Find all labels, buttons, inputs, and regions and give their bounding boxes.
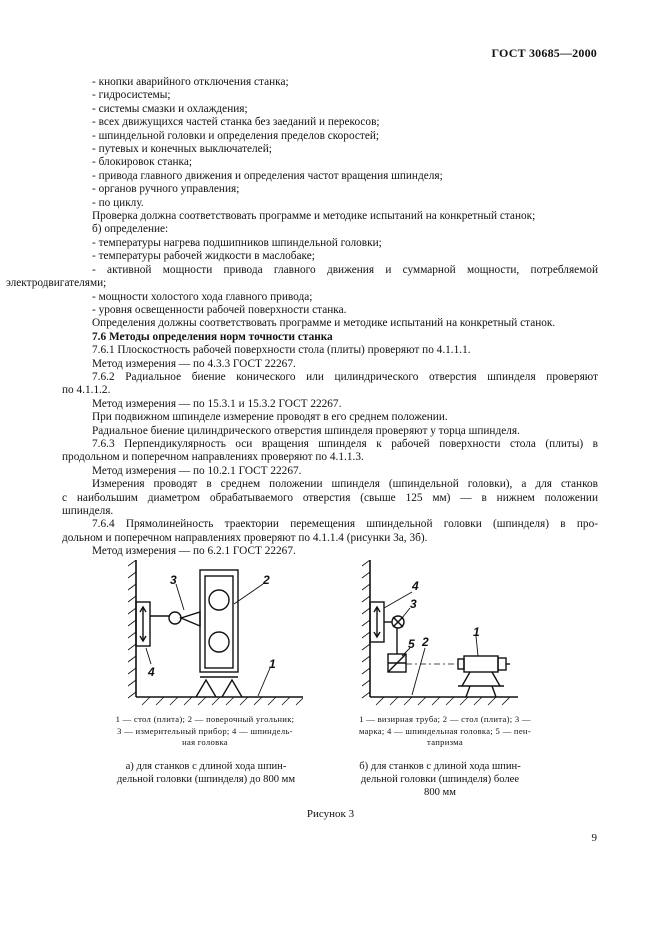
list-item: - температуры нагрева подшипников шпиндельной головки;	[92, 236, 382, 249]
paragraph-line: Радиальное биение цилиндрического отверстия шпинделя проверяют у торца шпинделя.	[92, 424, 520, 437]
figure-3b-caption	[340, 760, 540, 799]
figure-3a-legend	[100, 714, 310, 749]
legend-line: марка; 4 — шпиндельная головка; 5 — пен-	[359, 725, 531, 736]
fig-a-label-1: 1	[269, 657, 276, 671]
fig-a-label-2: 2	[263, 573, 270, 587]
fig-b-label-5: 5	[408, 637, 415, 651]
fig-b-label-1: 1	[473, 625, 480, 639]
figure-3a-caption	[96, 760, 316, 786]
caption-line: а) для станков с длиной хода шпин-	[125, 761, 287, 772]
paragraph-line: При подвижном шпинделе измерение проводят в его среднем положении.	[92, 411, 448, 424]
list-item: - кнопки аварийного отключения станка;	[92, 76, 289, 88]
fig-b-label-3: 3	[410, 597, 417, 611]
legend-line: 1 — визирная труба; 2 — стол (плита); 3 —	[359, 714, 531, 724]
paragraph-line: Измерения проводят в среднем положении шпинделя (шпиндельной головки), а для станков	[92, 478, 598, 491]
list-item: - активной мощности привода главного движения и суммарной мощности, потребляемой	[92, 263, 598, 276]
paragraph-line: 7.6.3 Перпендикулярность оси вращения шпинделя к рабочей поверхности стола (плиты) в	[92, 437, 598, 450]
paragraph-line: 7.6.2 Радиальное биение конического или цилиндрического отверстия шпинделя проверяют	[92, 370, 598, 383]
figure-3b-legend	[340, 714, 550, 749]
paragraph-line: б) определение:	[92, 223, 169, 236]
legend-line: ная головка	[182, 737, 228, 747]
page-number: 9	[591, 832, 597, 844]
paragraph-line: электродвигателями;	[6, 277, 107, 290]
legend-line: 3 — измерительный прибор; 4 — шпиндель-	[117, 725, 293, 736]
caption-line: 800 мм	[424, 787, 456, 798]
list-item: - мощности холостого хода главного привода;	[92, 290, 313, 303]
fig-b-label-4: 4	[412, 579, 419, 593]
paragraph-line: 7.6.1 Плоскостность рабочей поверхности стола (плиты) проверяют по 4.1.1.1.	[92, 344, 471, 357]
fig-b-label-2: 2	[422, 635, 429, 649]
legend-line: тапризма	[427, 737, 463, 747]
paragraph-line: Метод измерения — по 15.3.1 и 15.3.2 ГОСТ 22267.	[92, 397, 342, 410]
list-item: - уровня освещенности рабочей поверхности станка.	[92, 303, 347, 316]
list-item: - гидросистемы;	[92, 89, 171, 102]
paragraph-line: продольном и поперечном направлениях проверяют по 4.1.1.3.	[62, 451, 364, 464]
paragraph-line: с наибольшим диаметром обрабатываемого отверстия (свыше 125 мм) — в нижнем положении	[62, 491, 598, 504]
paragraph-line: Метод измерения — по 6.2.1 ГОСТ 22267.	[92, 545, 296, 558]
paragraph-line: шпинделя.	[62, 505, 114, 517]
list-item: - по циклу.	[92, 196, 144, 209]
list-item: - блокировок станка;	[92, 156, 193, 169]
caption-line: б) для станков с длиной хода шпин-	[359, 761, 521, 772]
list-item: - температуры рабочей жидкости в маслобаке;	[92, 250, 315, 263]
paragraph-line: 7.6.4 Прямолинейность траектории перемещения шпиндельной головки (шпинделя) в про-	[92, 518, 598, 531]
list-item: - системы смазки и охлаждения;	[92, 102, 248, 115]
paragraph-line: Метод измерения — по 10.2.1 ГОСТ 22267.	[92, 464, 302, 477]
caption-line: дельной головки (шпинделя) более	[360, 774, 520, 785]
figure-3a-drawing	[118, 560, 303, 710]
caption-line: дельной головки (шпинделя) до 800 мм	[116, 774, 296, 785]
figure-3b-drawing	[358, 560, 518, 710]
fig-a-label-4: 4	[148, 665, 155, 679]
paragraph-line: Определения должны соответствовать программе и методике испытаний на конкретный станок.	[92, 317, 556, 330]
legend-line: 1 — стол (плита); 2 — поверочный угольник;	[115, 714, 295, 724]
body-text	[6, 76, 598, 559]
paragraph-line: Метод измерения — по 4.3.3 ГОСТ 22267.	[92, 357, 296, 370]
list-item: - всех движущихся частей станка без заеданий и перекосов;	[92, 116, 380, 129]
list-item: - привода главного движения и определения частот вращения шпинделя;	[92, 169, 443, 182]
figure-title: Рисунок 3	[306, 808, 355, 820]
section-heading: 7.6 Методы определения норм точности станка	[92, 330, 333, 343]
list-item: - органов ручного управления;	[92, 183, 240, 196]
list-item: - шпиндельной головки и определения пределов скоростей;	[92, 129, 380, 142]
list-item: - путевых и конечных выключателей;	[92, 143, 272, 156]
fig-a-label-3: 3	[170, 573, 177, 587]
paragraph-line: Проверка должна соответствовать программе и методике испытаний на конкретный станок;	[92, 210, 536, 223]
paragraph-line: дольном и поперечном направлениях проверяют по 4.1.1.4 (рисунки 3а, 3б).	[62, 531, 428, 544]
standard-code-header: ГОСТ 30685—2000	[491, 46, 597, 60]
paragraph-line: по 4.1.1.2.	[62, 384, 111, 397]
